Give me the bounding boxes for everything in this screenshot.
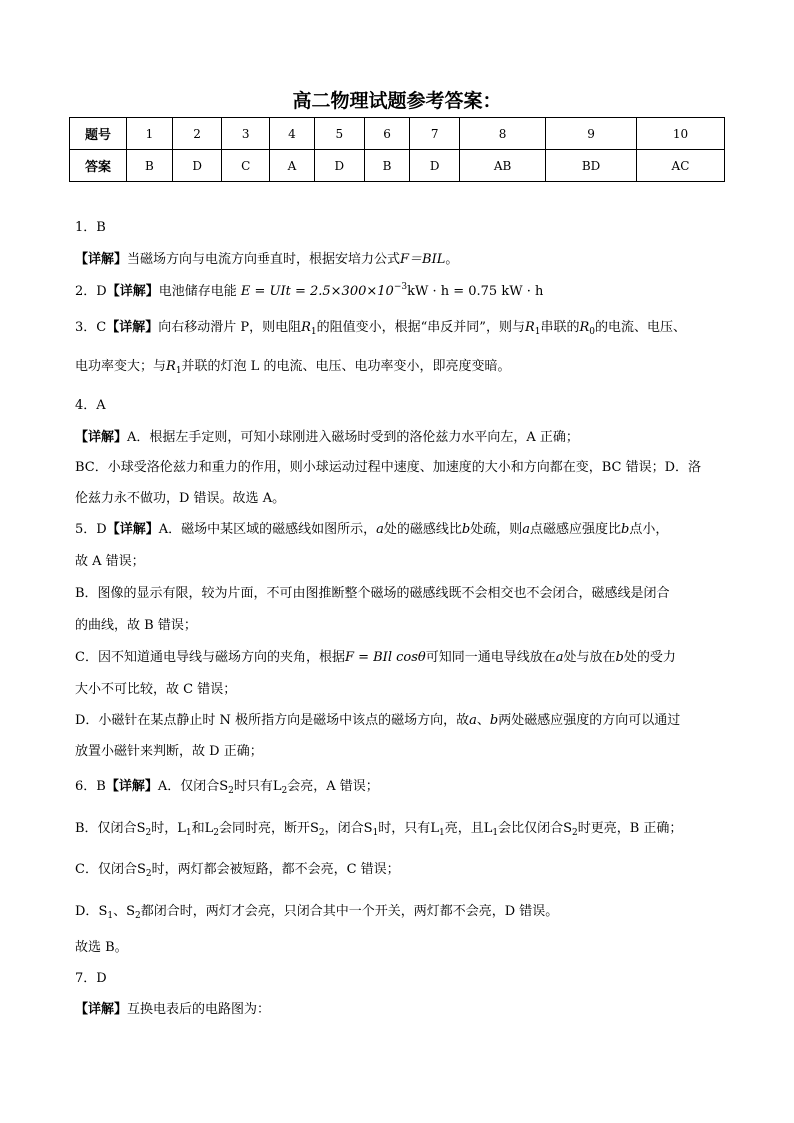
- r1-subscript: 1: [310, 327, 317, 337]
- q1-formula: F＝BIL: [400, 252, 446, 267]
- q2-formula: E = UIt = 2.5×300×10: [240, 284, 394, 299]
- q5-text: D．小磁针在某点静止时 N 极所指方向是磁场中该点的磁场方向，故: [75, 713, 470, 728]
- r1-symbol: R: [524, 320, 535, 335]
- q5-formula: F = BIl cosθ: [344, 650, 426, 665]
- q6-text: 时，两灯都会被短路，都不会亮，C 错误；: [151, 862, 400, 877]
- point-a: a: [522, 522, 530, 537]
- lamp-symbol: L: [177, 821, 186, 836]
- q4-heading: 4．A: [75, 398, 106, 413]
- r1-symbol: R: [166, 359, 176, 374]
- table-header-answer: 答案: [70, 150, 127, 182]
- q1-end: 。: [445, 252, 459, 267]
- q6-line-4: [75, 902, 725, 922]
- point-b: b: [621, 522, 630, 537]
- detail-tag: 【详解】: [106, 320, 159, 335]
- switch-symbol: S: [98, 904, 108, 919]
- table-cell: AC: [636, 150, 724, 182]
- lamp-symbol: L: [204, 821, 214, 836]
- q3-text: 的电流、电压、: [595, 320, 687, 335]
- q5-text: 点小，: [629, 522, 669, 537]
- q6-line-5: 故选 B。: [75, 940, 128, 955]
- q6-text: A．仅闭合: [157, 779, 220, 794]
- q5-line-8: 放置小磁针来判断，故 D 正确；: [75, 744, 263, 759]
- q6-text: 亮，且: [444, 821, 484, 836]
- q5-heading: 5．D: [75, 522, 107, 537]
- point-a: a: [469, 713, 477, 728]
- q2-text: 电池储存电能: [158, 284, 237, 299]
- subscript: 1: [492, 828, 499, 838]
- q5-text: 处疏，则: [470, 522, 523, 537]
- q6-line-1: [75, 777, 725, 797]
- detail-tag: 【详解】: [75, 430, 128, 445]
- subscript: 2: [228, 786, 234, 796]
- table-cell: 10: [636, 118, 724, 150]
- q3-line-2: [75, 357, 725, 377]
- table-row: [70, 150, 725, 182]
- q5-text: C．因不知道通电导线与磁场方向的夹角，根据: [75, 650, 345, 665]
- q7-heading: 7．D: [75, 971, 107, 986]
- subscript: 2: [135, 911, 141, 921]
- lamp-symbol: L: [272, 779, 282, 794]
- table-cell: B: [364, 150, 410, 182]
- subscript: 2: [145, 828, 152, 838]
- table-cell: D: [172, 150, 222, 182]
- q4-line-3: 伦兹力永不做功，D 错误。故选 A。: [75, 491, 286, 506]
- table-header-number: 题号: [70, 118, 127, 150]
- q3-text: 电功率变大；与: [75, 359, 167, 374]
- q5-line-4: 的曲线，故 B 错误；: [75, 618, 197, 633]
- q5-text: 处的磁感线比: [383, 522, 462, 537]
- table-row: [70, 118, 725, 150]
- q6-text: ，闭合: [324, 821, 364, 836]
- lamp-symbol: L: [483, 821, 493, 836]
- subscript: 1: [438, 828, 445, 838]
- switch-symbol: S: [310, 821, 319, 836]
- table-cell: BD: [546, 150, 637, 182]
- subscript: 1: [372, 828, 379, 838]
- q1-text: 当磁场方向与电流方向垂直时，根据安培力公式: [127, 252, 401, 267]
- subscript: 1: [107, 911, 114, 921]
- q4-text: A．根据左手定则，可知小球刚进入磁场时受到的洛伦兹力水平向左，A 正确；: [127, 430, 579, 445]
- q2-formula-end: kW · h = 0.75 kW · h: [407, 284, 544, 299]
- detail-tag: 【详解】: [75, 1002, 128, 1017]
- switch-symbol: S: [363, 821, 373, 836]
- detail-tag: 【详解】: [106, 284, 159, 299]
- r1-symbol: R: [301, 320, 311, 335]
- subscript: 2: [281, 786, 288, 796]
- table-cell: D: [315, 150, 365, 182]
- q6-text: 和: [191, 821, 205, 836]
- point-b: b: [489, 713, 499, 728]
- table-cell: B: [127, 150, 173, 182]
- table-cell: 3: [222, 118, 270, 150]
- q5-text: 两处磁感应强度的方向可以通过: [498, 713, 681, 728]
- q3-text: 的阻值变小，根据“串反并同”，则与: [316, 320, 525, 335]
- table-cell: 7: [410, 118, 460, 150]
- q6-line-2: [75, 819, 725, 839]
- detail-tag: 【详解】: [106, 522, 159, 537]
- subscript: 2: [145, 869, 152, 879]
- q5-text: A．磁场中某区域的磁感线如图所示，: [158, 522, 377, 537]
- switch-symbol: S: [136, 862, 146, 877]
- q4-line-2: BC．小球受洛伦兹力和重力的作用，则小球运动过程中速度、加速度的大小和方向都在变，BC 错误；D．洛: [75, 460, 702, 475]
- q6-text: 、: [113, 904, 127, 919]
- point-b: b: [461, 522, 471, 537]
- q6-text: C．仅闭合: [75, 862, 137, 877]
- table-cell: C: [222, 150, 270, 182]
- lamp-symbol: L: [430, 821, 439, 836]
- table-cell: 1: [127, 118, 173, 150]
- subscript: 1: [185, 828, 192, 838]
- table-cell: 5: [315, 118, 365, 150]
- detail-tag: 【详解】: [105, 779, 158, 794]
- table-cell: 9: [546, 118, 637, 150]
- table-cell: 2: [172, 118, 222, 150]
- q5-line-5: [75, 648, 725, 668]
- switch-symbol: S: [136, 821, 146, 836]
- q5-line-3: B．图像的显示有限，较为片面，不可由图推断整个磁场的磁感线既不会相交也不会闭合，磁感线是闭合: [75, 586, 670, 601]
- q5-text: 可知同一通电导线放在: [425, 650, 556, 665]
- r0-symbol: R: [579, 320, 590, 335]
- point-b: b: [615, 650, 624, 665]
- table-cell: AB: [460, 150, 546, 182]
- q6-text: 时，只有: [378, 821, 431, 836]
- q2-exponent: −3: [393, 282, 408, 292]
- q1-detail: [75, 250, 725, 270]
- q5-text: 、: [476, 713, 490, 728]
- q6-text: 时，: [151, 821, 178, 836]
- switch-symbol: S: [126, 904, 135, 919]
- switch-symbol: S: [219, 779, 229, 794]
- q7-text: 互换电表后的电路图为：: [127, 1002, 271, 1017]
- q6-text: 都闭合时，两灯才会亮，只闭合其中一个开关，两灯都不会亮，D 错误。: [140, 904, 559, 919]
- q5-text: 处与放在: [563, 650, 616, 665]
- q5-line-7: [75, 711, 725, 731]
- q7-detail: [75, 1000, 725, 1020]
- table-cell: A: [269, 150, 314, 182]
- q6-text: B．仅闭合: [75, 821, 137, 836]
- q2-line: [75, 282, 725, 302]
- q6-text: 会亮，A 错误；: [287, 779, 379, 794]
- q3-line-1: [75, 318, 725, 338]
- table-cell: 6: [364, 118, 410, 150]
- q4-line-1: [75, 428, 725, 448]
- point-a: a: [555, 650, 564, 665]
- r1-subscript: 1: [534, 327, 541, 337]
- q3-text: 串联的: [540, 320, 580, 335]
- q6-text: 时更亮，B 正确；: [577, 821, 683, 836]
- point-a: a: [376, 522, 384, 537]
- subscript: 2: [572, 828, 578, 838]
- q2-heading: 2．D: [75, 284, 107, 299]
- answer-table: [69, 117, 725, 182]
- r1-subscript: 1: [175, 366, 182, 376]
- table-cell: 8: [460, 118, 546, 150]
- q3-text: 并联的灯泡 L 的电流、电压、电功率变小，即亮度变暗。: [181, 359, 511, 374]
- q5-line-6: 大小不可比较，故 C 错误；: [75, 682, 237, 697]
- subscript: 2: [213, 828, 219, 838]
- q6-text: 时只有: [233, 779, 273, 794]
- q6-text: 会同时亮，断开: [218, 821, 310, 836]
- q6-line-3: [75, 860, 725, 880]
- q5-text: 点磁感应强度比: [530, 522, 622, 537]
- detail-tag: 【详解】: [75, 252, 128, 267]
- q5-text: 处的受力: [623, 650, 676, 665]
- q3-heading: 3．C: [75, 320, 107, 335]
- subscript: 2: [318, 828, 325, 838]
- q6-text: D．: [75, 904, 99, 919]
- q6-text: 会比仅闭合: [498, 821, 564, 836]
- q5-line-2: 故 A 错误；: [75, 554, 145, 569]
- q3-text: 向右移动滑片 P，则电阻: [158, 320, 302, 335]
- q1-heading: 1．B: [75, 220, 106, 235]
- table-cell: 4: [269, 118, 314, 150]
- r0-subscript: 0: [589, 327, 596, 337]
- table-cell: D: [410, 150, 460, 182]
- q6-heading: 6．B: [75, 779, 106, 794]
- q5-line-1: [75, 520, 725, 540]
- switch-symbol: S: [563, 821, 572, 836]
- page-title: 高二物理试题参考答案：: [292, 90, 502, 112]
